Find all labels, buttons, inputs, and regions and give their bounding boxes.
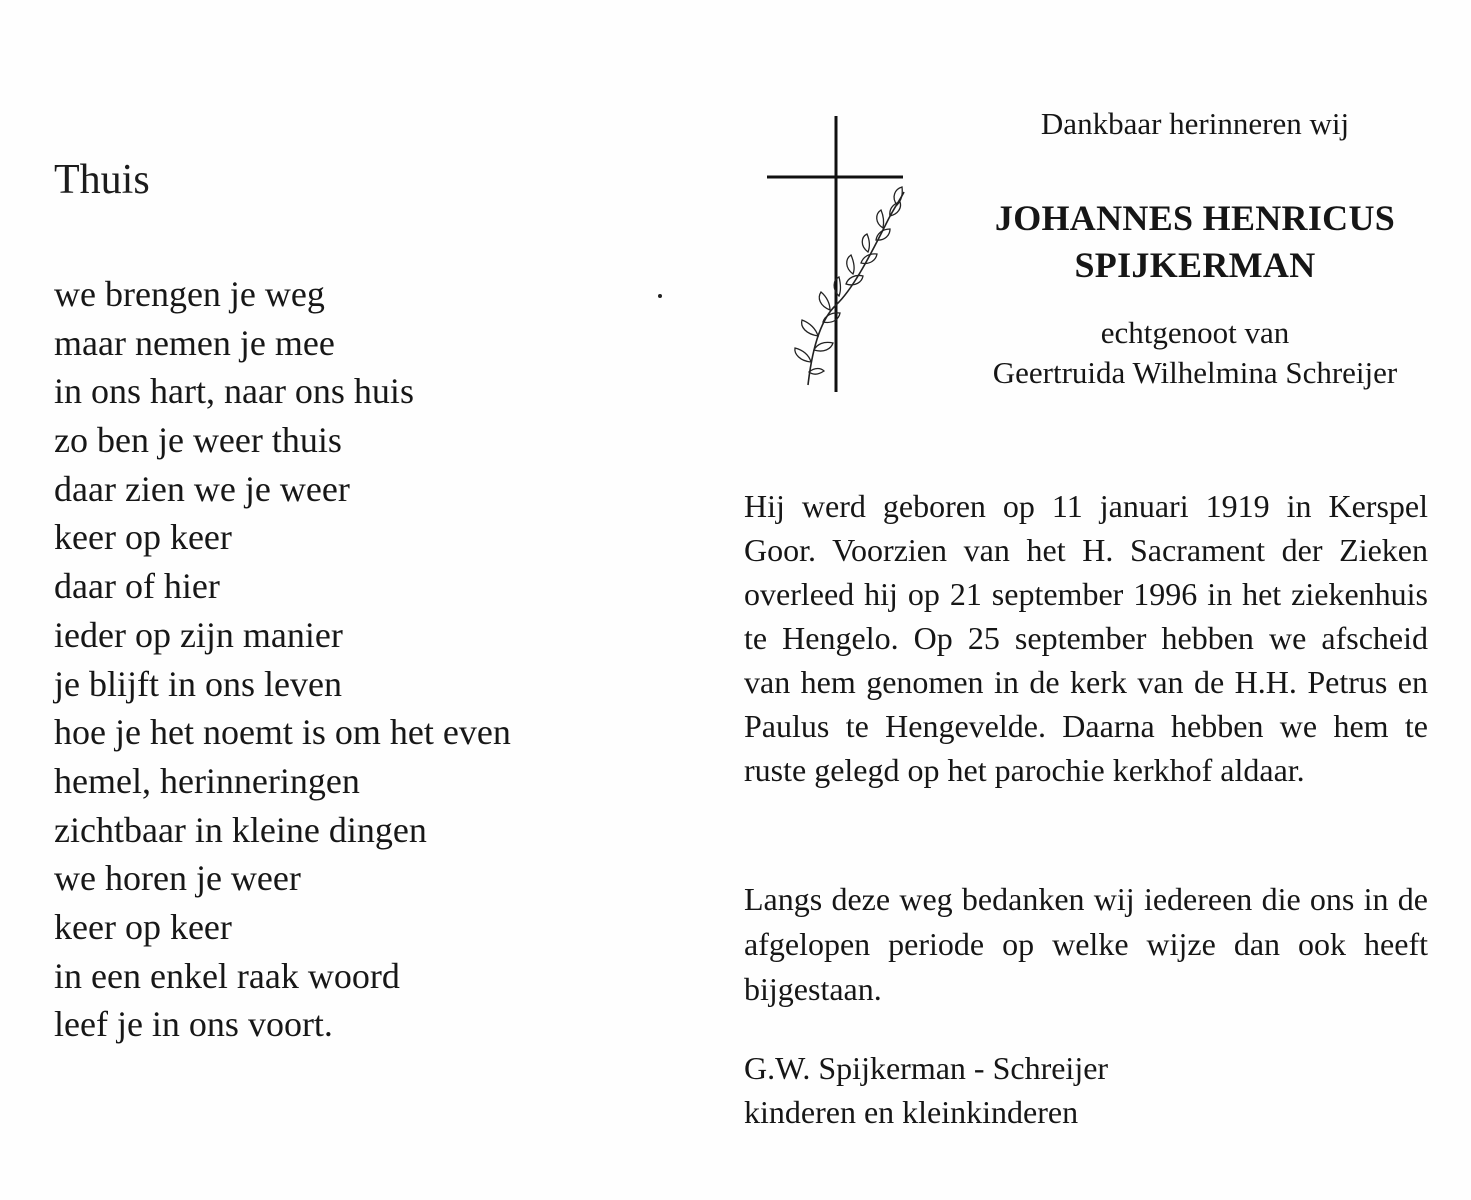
print-speck — [658, 294, 662, 298]
poem-line: in ons hart, naar ons huis — [54, 371, 414, 412]
poem-line: we brengen je weg — [54, 274, 325, 314]
poem-line: je blijft in ons leven — [54, 663, 342, 704]
biography-paragraph: Hij werd geboren op 11 januari 1919 in Kerspel Goor. Voorzien van het H. Sacrament der Zieken overleed hij op 21 september 1996 in het ziekenhuis te Hengelo. Op 25 september hebben we afscheid van hem genomen in de kerk van de H.H. Petrus en Paulus te Hengevelde. Daarna hebben we hem te ruste gelegd op het parochie kerkhof aldaar. — [744, 488, 1428, 788]
poem-line: zo ben je weer thuis — [54, 420, 342, 461]
poem-line: leef je in ons voort. — [54, 1004, 333, 1045]
intro-line: Dankbaar herinneren wij — [1040, 106, 1350, 141]
poem-line: zichtbaar in kleine dingen — [54, 809, 427, 850]
poem-line: keer op keer — [54, 906, 232, 947]
spouse-block — [935, 313, 1455, 393]
poem-line: keer op keer — [54, 517, 232, 558]
poem-line: hoe je het noemt is om het even — [54, 712, 511, 753]
signature-line1: G.W. Spijkerman - Schreijer — [744, 1050, 1109, 1086]
deceased-name-line1: JOHANNES HENRICUS — [994, 198, 1396, 238]
poem-line: ieder op zijn manier — [54, 614, 343, 655]
poem-line: hemel, herinneringen — [54, 760, 360, 801]
poem-line: daar zien we je weer — [54, 468, 350, 509]
poem-line: we horen je weer — [54, 858, 301, 899]
poem-lines — [54, 270, 674, 1049]
signature-line2: kinderen en kleinkinderen — [744, 1094, 1079, 1130]
thanks-paragraph: Langs deze weg bedanken wij iedereen die ons in de afgelopen periode op welke wijze dan ook heeft bijgestaan. — [744, 881, 1428, 1007]
deceased-name — [950, 195, 1440, 289]
deceased-name-line2: SPIJKERMAN — [1074, 245, 1316, 285]
signature-block — [744, 1046, 1108, 1134]
relation-label: echtgenoot van — [1100, 315, 1290, 350]
poem-title: Thuis — [54, 157, 150, 203]
spouse-name: Geertruida Wilhelmina Schreijer — [992, 355, 1398, 390]
poem-line: in een enkel raak woord — [54, 955, 400, 996]
poem-line: daar of hier — [54, 566, 220, 607]
cross-with-branch-icon — [760, 110, 910, 400]
poem-line: maar nemen je mee — [54, 322, 335, 363]
